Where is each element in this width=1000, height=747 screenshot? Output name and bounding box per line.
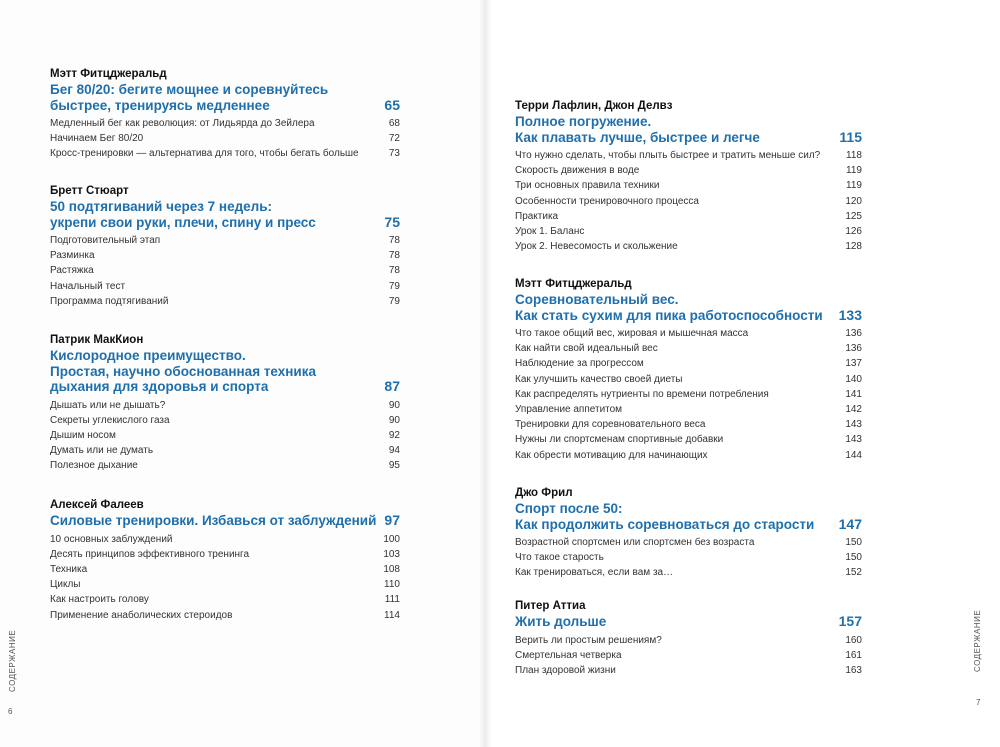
chapter-title-line: Простая, научно обоснованная техника [50, 363, 316, 379]
toc-entry [50, 458, 400, 473]
toc-entry [515, 178, 862, 193]
entry-page: 73 [388, 148, 400, 160]
entry-page: 92 [388, 429, 400, 441]
author-name: Терри Лафлин, Джон Делвз [515, 100, 673, 112]
toc-section [515, 99, 862, 254]
toc-entry [515, 648, 862, 663]
entry-page: 103 [383, 548, 400, 560]
chapter-title-line: Спорт после 50: [515, 501, 623, 516]
entry-page: 119 [846, 165, 862, 177]
chapter-title-line: Как плавать лучше, быстрее и легче [515, 129, 760, 145]
entry-page: 137 [845, 358, 862, 370]
chapter-title-line: Бег 80/20: бегите мощнее и соревнуйтесь [50, 82, 329, 97]
entry-title: Полезное дыхание [50, 460, 138, 472]
entry-title: Наблюдение за прогрессом [515, 358, 644, 370]
entry-title: Как улучшить качество своей диеты [515, 373, 683, 385]
entry-page: 72 [388, 133, 400, 145]
entry-title: Управление аппетитом [515, 404, 623, 416]
entry-title: Думать или не думать [50, 445, 154, 457]
entry-page: 152 [845, 567, 862, 579]
chapter-title-line: 50 подтягиваний через 7 недель: [50, 199, 273, 214]
chapter-title-line: Полное погружение. [515, 114, 652, 129]
entry-title: Дышим носом [50, 429, 116, 441]
chapter-title-line: Силовые тренировки. Избавься от заблуждений [50, 513, 377, 528]
entry-page: 141 [845, 388, 862, 400]
toc-entry [50, 116, 400, 131]
entry-title: Дышать или не дышать? [50, 399, 166, 411]
toc-entry [515, 356, 862, 371]
entry-page: 68 [388, 118, 400, 129]
toc-entry [50, 279, 400, 294]
toc-entry [515, 194, 862, 209]
toc-entry [50, 443, 400, 458]
toc-entry [50, 562, 400, 577]
toc-entry [515, 432, 862, 447]
toc-section [50, 184, 400, 309]
toc-entry [50, 233, 400, 248]
author-name: Джо Фрил [515, 487, 573, 499]
toc-entry [50, 398, 400, 413]
toc-entry [515, 417, 862, 432]
toc-entry [515, 372, 862, 387]
entry-page: 118 [846, 150, 862, 161]
entry-page: 125 [845, 210, 862, 222]
entry-page: 78 [388, 250, 400, 262]
chapter-page: 87 [384, 378, 400, 394]
chapter-title [50, 348, 400, 395]
chapter-title [50, 199, 400, 230]
toc-entry [50, 294, 400, 309]
entry-title: Нужны ли спортсменам спортивные добавки [515, 434, 724, 446]
entry-title: Практика [515, 210, 559, 222]
author-name: Мэтт Фитцджеральд [515, 278, 632, 290]
toc-entry [50, 146, 400, 161]
entry-page: 95 [388, 460, 400, 472]
toc-entry [515, 209, 862, 224]
entry-page: 140 [845, 373, 862, 385]
toc-entry [515, 387, 862, 402]
toc-entry [50, 248, 400, 263]
entry-title: Тренировки для соревновательного веса [515, 419, 706, 431]
entry-title: Как обрести мотивацию для начинающих [515, 449, 708, 461]
entry-title: Техника [50, 563, 88, 575]
entry-page: 79 [388, 280, 400, 292]
entry-title: Секреты углекислого газа [50, 414, 170, 426]
toc-entry [50, 413, 400, 428]
toc-section [515, 599, 862, 678]
entry-title: Три основных правила техники [515, 180, 660, 192]
chapter-page: 97 [384, 512, 400, 528]
chapter-title-line: дыхания для здоровья и спорта [50, 379, 269, 394]
entry-title: Как найти свой идеальный вес [515, 343, 658, 355]
chapter-title [515, 114, 862, 145]
author-name: Бретт Стюарт [50, 185, 129, 197]
chapter-title [515, 614, 862, 630]
entry-title: Программа подтягиваний [50, 295, 169, 307]
entry-page: 78 [388, 235, 400, 246]
left-page-number: 6 [8, 707, 13, 716]
entry-title: План здоровой жизни [515, 664, 616, 676]
entry-page: 90 [388, 399, 400, 411]
entry-page: 119 [846, 180, 862, 192]
entry-page: 128 [845, 241, 862, 253]
chapter-title-line: Кислородное преимущество. [50, 348, 246, 363]
entry-page: 150 [845, 537, 862, 548]
book-gutter [478, 0, 492, 747]
toc-entry [515, 402, 862, 417]
chapter-page: 157 [838, 613, 862, 629]
entry-title: 10 основных заблуждений [50, 533, 173, 545]
entry-title: Верить ли простым решениям? [515, 634, 662, 646]
entry-title: Начальный тест [50, 280, 126, 292]
entry-page: 111 [384, 594, 400, 606]
entry-title: Разминка [50, 250, 95, 262]
chapter-title-line: Жить дольше [515, 614, 607, 629]
chapter-page: 133 [838, 306, 862, 323]
toc-entry [515, 341, 862, 356]
entry-page: 79 [388, 295, 400, 307]
toc-entry [515, 326, 862, 341]
entry-page: 94 [388, 445, 400, 457]
entry-title: Циклы [50, 579, 81, 591]
entry-title: Особенности тренировочного процесса [515, 195, 699, 207]
toc-entry [50, 532, 400, 547]
entry-page: 110 [384, 579, 400, 591]
entry-page: 143 [845, 434, 862, 446]
entry-title: Возрастной спортсмен или спортсмен без возраста [515, 537, 755, 548]
entry-page: 90 [388, 414, 400, 426]
entry-page: 114 [384, 609, 400, 621]
toc-entry [50, 547, 400, 562]
entry-title: Скорость движения в воде [515, 165, 640, 177]
toc-section [515, 277, 862, 463]
author-name: Питер Аттиа [515, 600, 586, 612]
chapter-title [515, 292, 862, 323]
entry-title: Как тренироваться, если вам за… [515, 567, 674, 579]
entry-page: 108 [383, 563, 400, 575]
right-page-number: 7 [976, 698, 981, 707]
entry-title: Медленный бег как революция: от Лидьярда до Зейлера [50, 118, 315, 129]
entry-title: Подготовительный этап [50, 235, 161, 246]
entry-title: Применение анаболических стероидов [50, 609, 233, 621]
toc-entry [515, 148, 862, 163]
chapter-page: 147 [838, 515, 862, 532]
chapter-title-line: Как стать сухим для пика работоспособности [515, 307, 823, 323]
entry-page: 142 [845, 404, 862, 416]
entry-page: 136 [845, 343, 862, 355]
chapter-title-line: Как продолжить соревноваться до старости [515, 516, 815, 532]
entry-page: 78 [388, 265, 400, 277]
toc-entry [50, 577, 400, 592]
entry-title: Кросс-тренировки — альтернатива для того, чтобы бегать больше [50, 148, 359, 160]
toc-entry [50, 608, 400, 623]
entry-title: Как распределять нутриенты по времени потребления [515, 388, 769, 400]
toc-section [50, 67, 400, 162]
left-side-label: СОДЕРЖАНИЕ [8, 629, 17, 692]
entry-title: Что такое старость [515, 552, 604, 564]
entry-page: 160 [845, 634, 862, 646]
toc-entry [515, 239, 862, 254]
chapter-title-line: укрепи свои руки, плечи, спину и пресс [50, 214, 316, 230]
toc-entry [515, 448, 862, 463]
entry-title: Десять принципов эффективного тренинга [50, 548, 250, 560]
toc-entry [50, 592, 400, 607]
toc-entry [515, 633, 862, 648]
toc-section [50, 498, 400, 623]
toc-entry [515, 663, 862, 678]
entry-title: Смертельная четверка [515, 649, 622, 661]
entry-title: Урок 1. Баланс [515, 226, 585, 238]
toc-entry [515, 224, 862, 239]
entry-page: 161 [845, 649, 862, 661]
entry-title: Что нужно сделать, чтобы плыть быстрее и тратить меньше сил? [515, 150, 821, 161]
entry-title: Что такое общий вес, жировая и мышечная масса [515, 328, 749, 339]
toc-entry [515, 535, 862, 550]
entry-page: 120 [845, 195, 862, 207]
chapter-title-line: Соревновательный вес. [515, 292, 679, 307]
toc-entry [515, 550, 862, 565]
entry-page: 126 [845, 226, 862, 238]
entry-title: Растяжка [50, 265, 94, 277]
entry-page: 163 [845, 664, 862, 676]
entry-page: 136 [845, 328, 862, 339]
chapter-title [515, 501, 862, 532]
toc-entry [50, 263, 400, 278]
chapter-title-line: быстрее, тренируясь медленнее [50, 97, 270, 113]
entry-title: Урок 2. Невесомость и скольжение [515, 241, 678, 253]
chapter-page: 75 [384, 213, 400, 230]
entry-page: 100 [383, 533, 400, 545]
chapter-title [50, 513, 400, 529]
author-name: Патрик МакКион [50, 334, 144, 346]
author-name: Алексей Фалеев [50, 499, 144, 511]
right-side-label: СОДЕРЖАНИЕ [973, 609, 982, 672]
toc-section [515, 486, 862, 581]
toc-entry [50, 131, 400, 146]
entry-title: Начинаем Бег 80/20 [50, 133, 144, 145]
entry-page: 143 [845, 419, 862, 431]
chapter-title [50, 82, 400, 113]
chapter-page: 65 [384, 96, 400, 113]
toc-entry [515, 163, 862, 178]
toc-section [50, 333, 400, 474]
author-name: Мэтт Фитцджеральд [50, 68, 167, 80]
chapter-page: 115 [839, 128, 862, 145]
entry-title: Как настроить голову [50, 594, 149, 606]
entry-page: 150 [845, 552, 862, 564]
entry-page: 144 [845, 449, 862, 461]
toc-entry [50, 428, 400, 443]
toc-entry [515, 565, 862, 580]
